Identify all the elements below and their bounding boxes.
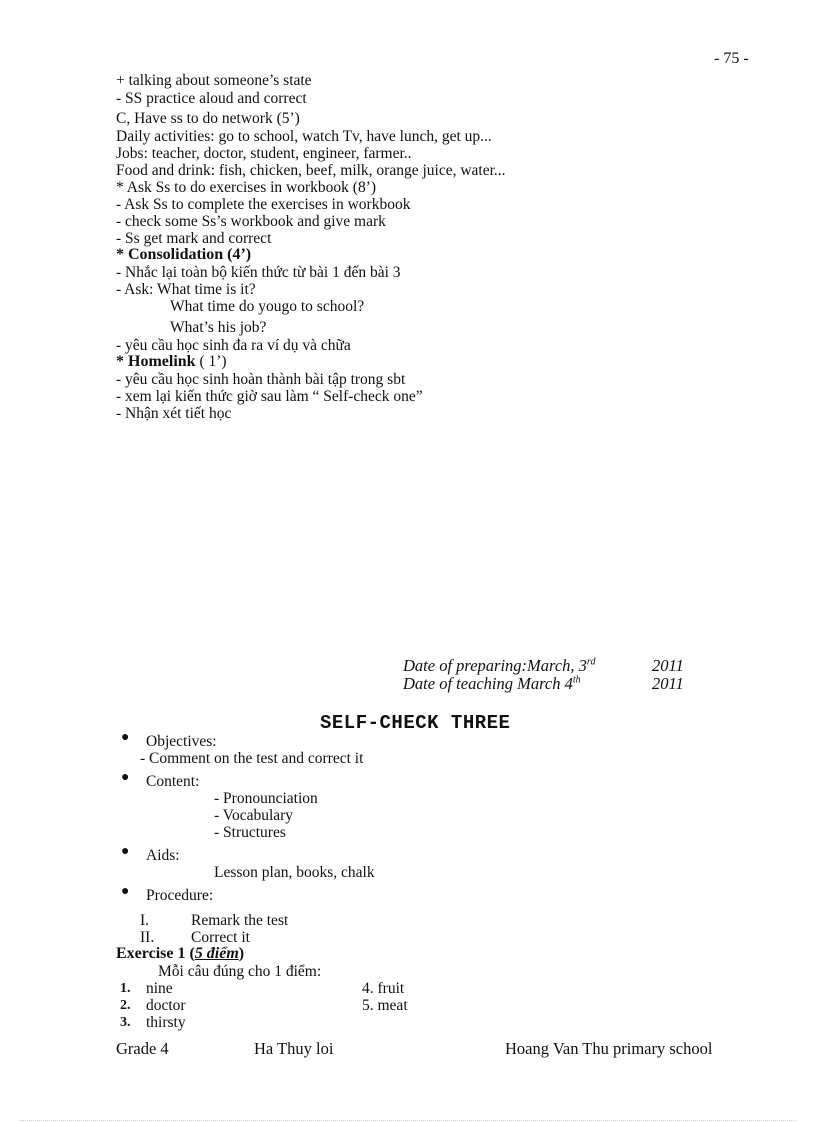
bullet-icon: ● bbox=[121, 884, 130, 899]
exercise-close: ) bbox=[238, 945, 245, 962]
consolidation-heading: * Consolidation (4’) bbox=[116, 246, 252, 263]
lesson-line: * Ask Ss to do exercises in workbook (8’) bbox=[116, 179, 377, 196]
exercise-score: 5 điểm bbox=[194, 945, 239, 962]
consolidation-question: What’s his job? bbox=[170, 319, 267, 336]
lesson-line: Jobs: teacher, doctor, student, engineer, farmer.. bbox=[116, 145, 412, 162]
objectives-text: - Comment on the test and correct it bbox=[140, 750, 364, 767]
homelink-line: - Nhận xét tiết học bbox=[116, 405, 232, 422]
consolidation-line: - Nhắc lại toàn bộ kiến thức từ bài 1 đến bài 3 bbox=[116, 264, 401, 281]
procedure-item: Remark the test bbox=[191, 912, 289, 929]
date-preparing-label: Date of preparing:March, 3 bbox=[403, 656, 587, 675]
consolidation-line: - Ask: What time is it? bbox=[116, 281, 256, 298]
footer-teacher: Ha Thuy loi bbox=[254, 1039, 334, 1058]
bullet-icon: ● bbox=[121, 770, 130, 785]
answer-right: 5. meat bbox=[362, 997, 408, 1014]
footer-school: Hoang Van Thu primary school bbox=[505, 1039, 713, 1058]
procedure-item: Correct it bbox=[191, 929, 250, 946]
lesson-line: - Ss get mark and correct bbox=[116, 230, 272, 247]
homelink-time: ( 1’) bbox=[195, 353, 227, 370]
date-teaching bbox=[403, 674, 684, 694]
lesson-line: + talking about someone’s state bbox=[116, 72, 312, 89]
procedure-numeral: II. bbox=[140, 929, 155, 946]
page-number: - 75 - bbox=[714, 50, 749, 67]
lesson-line: Food and drink: fish, chicken, beef, milk, orange juice, water... bbox=[116, 162, 506, 179]
aids-text: Lesson plan, books, chalk bbox=[214, 864, 375, 881]
procedure-label: Procedure: bbox=[146, 887, 214, 904]
answer-number: 2. bbox=[120, 998, 131, 1013]
date-preparing bbox=[403, 656, 684, 676]
homelink-heading bbox=[116, 353, 227, 370]
date-preparing-sup: rd bbox=[586, 656, 596, 668]
page-edge-divider bbox=[20, 1120, 796, 1121]
homelink-line: - yêu cầu học sinh hoàn thành bài tập trong sbt bbox=[116, 371, 406, 388]
exercise-heading bbox=[116, 945, 244, 962]
homelink-title: * Homelink bbox=[116, 353, 196, 370]
content-item: - Vocabulary bbox=[214, 807, 294, 824]
homelink-line: - xem lại kiến thức giờ sau làm “ Self-check one” bbox=[116, 388, 423, 405]
consolidation-question: What time do yougo to school? bbox=[170, 298, 365, 315]
lesson-line: - Ask Ss to complete the exercises in workbook bbox=[116, 196, 411, 213]
answer-number: 3. bbox=[120, 1015, 131, 1030]
date-preparing-year: 2011 bbox=[652, 656, 684, 675]
aids-label: Aids: bbox=[146, 847, 180, 864]
answer-word: nine bbox=[146, 980, 173, 997]
lesson-line: - check some Ss’s workbook and give mark bbox=[116, 213, 386, 230]
procedure-numeral: I. bbox=[140, 912, 150, 929]
answer-word: doctor bbox=[146, 997, 186, 1014]
content-label: Content: bbox=[146, 773, 200, 790]
exercise-label: Exercise 1 ( bbox=[116, 945, 195, 962]
footer-grade: Grade 4 bbox=[116, 1039, 169, 1058]
date-teaching-sup: th bbox=[572, 674, 581, 686]
content-item: - Structures bbox=[214, 824, 286, 841]
date-teaching-label: Date of teaching March 4 bbox=[403, 674, 573, 693]
date-teaching-year: 2011 bbox=[652, 674, 684, 693]
answer-number: 1. bbox=[120, 981, 131, 996]
lesson-line: - SS practice aloud and correct bbox=[116, 90, 307, 107]
content-item: - Pronounciation bbox=[214, 790, 318, 807]
bullet-icon: ● bbox=[121, 730, 130, 745]
objectives-label: Objectives: bbox=[146, 733, 217, 750]
exercise-instruction: Mỗi câu đúng cho 1 điểm: bbox=[158, 963, 322, 980]
consolidation-line: - yêu cầu học sinh đa ra ví dụ và chữa bbox=[116, 337, 351, 354]
lesson-line: C, Have ss to do network (5’) bbox=[116, 110, 300, 127]
answer-word: thirsty bbox=[146, 1014, 186, 1031]
bullet-icon: ● bbox=[121, 844, 130, 859]
lesson-line: Daily activities: go to school, watch Tv, have lunch, get up... bbox=[116, 128, 492, 145]
page-title: SELF-CHECK THREE bbox=[320, 712, 511, 734]
answer-right: 4. fruit bbox=[362, 980, 405, 997]
